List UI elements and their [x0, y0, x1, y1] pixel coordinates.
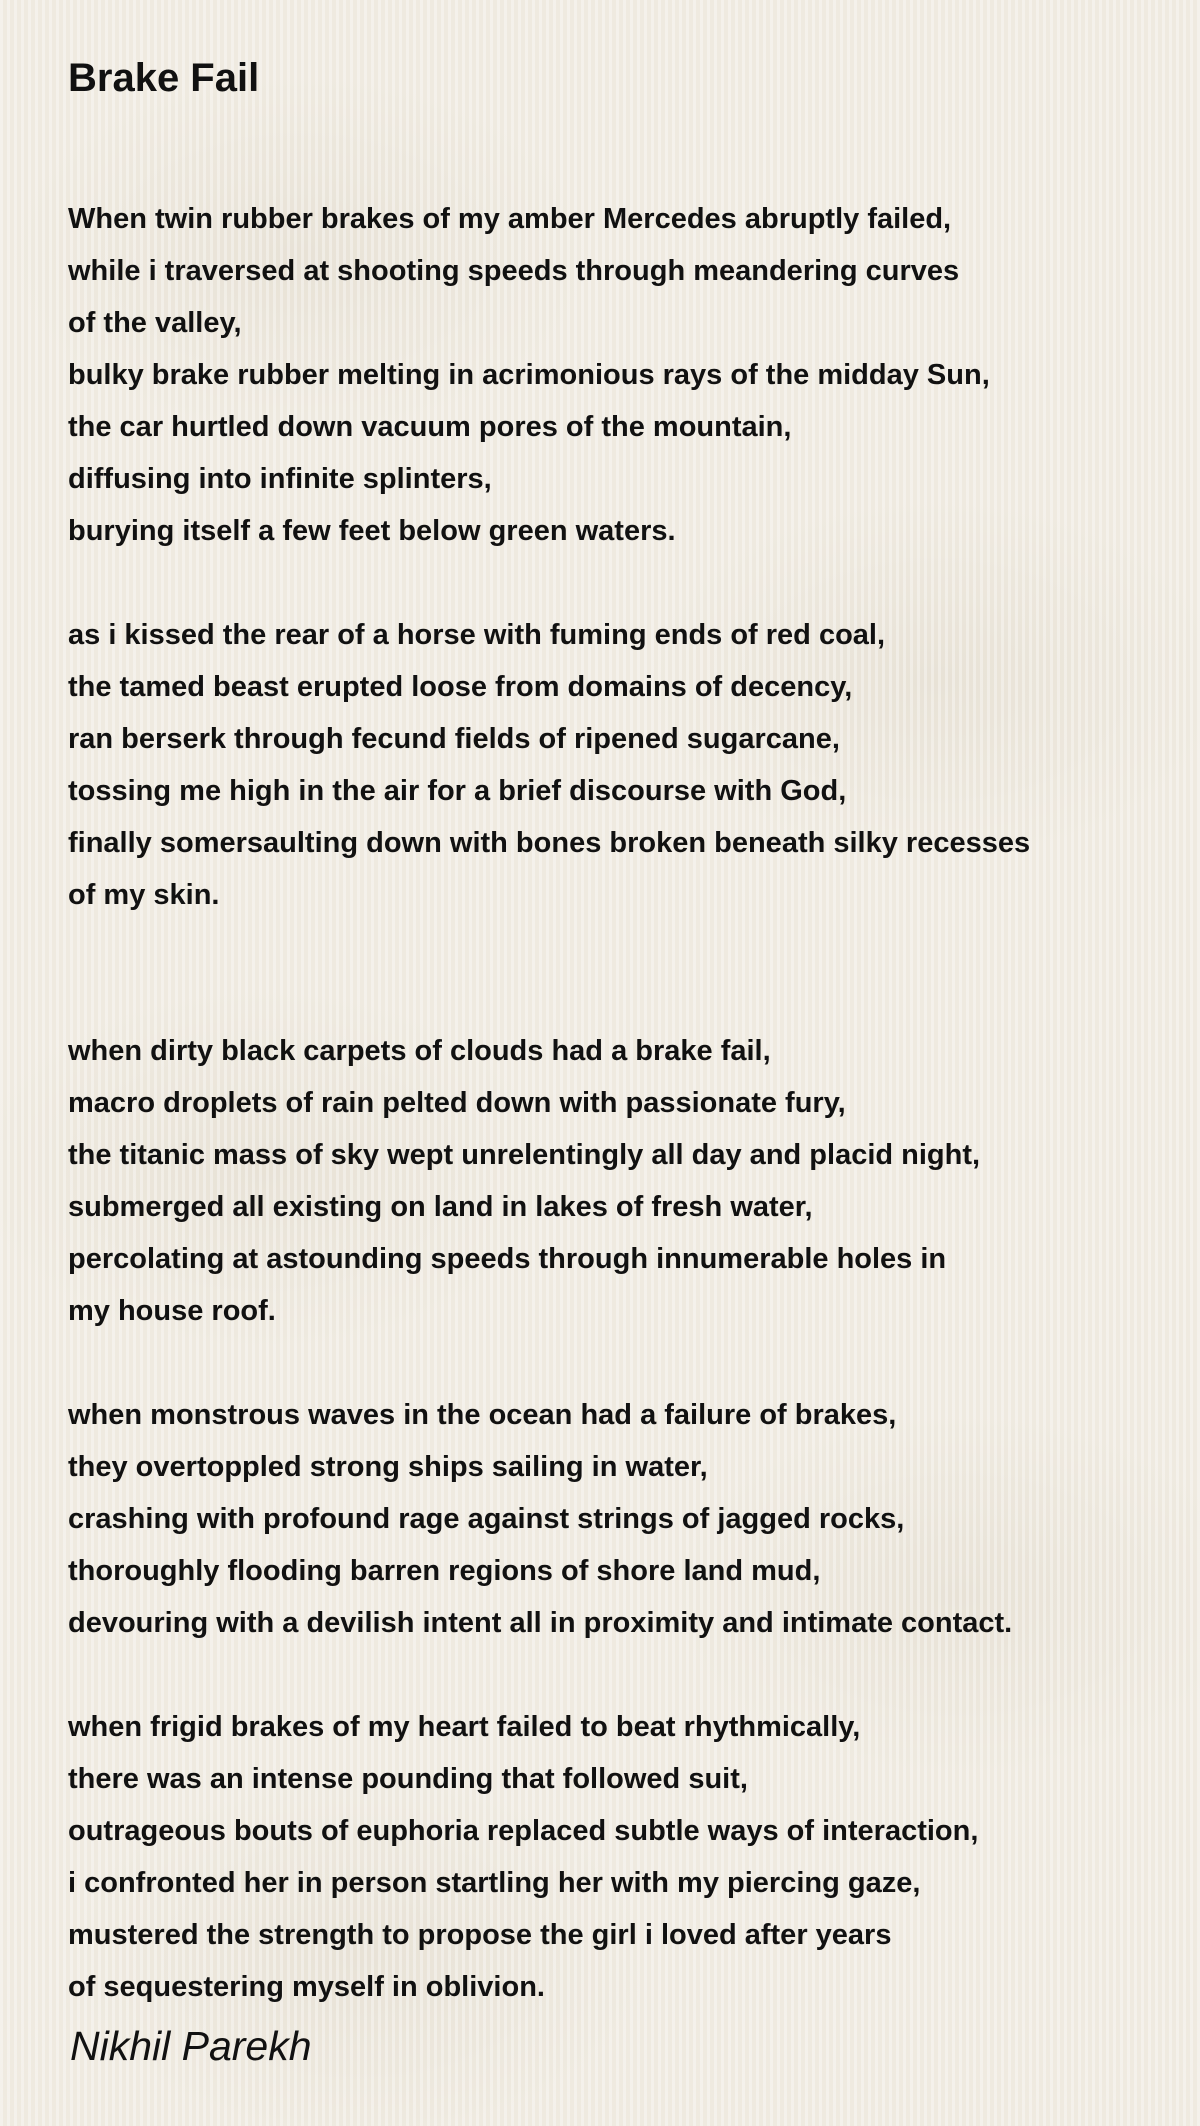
stanza-3: [68, 1025, 1178, 1337]
poem-line: the titanic mass of sky wept unrelentingly all day and placid night,: [68, 1139, 981, 1171]
poem-line: percolating at astounding speeds through innumerable holes in: [68, 1243, 947, 1275]
poem-line: mustered the strength to propose the girl i loved after years: [68, 1919, 892, 1951]
poem-line: diffusing into infinite splinters,: [68, 463, 492, 495]
stanza-2: [68, 609, 1178, 921]
poem-line: bulky brake rubber melting in acrimonious rays of the midday Sun,: [68, 359, 990, 391]
poem-line: macro droplets of rain pelted down with passionate fury,: [68, 1087, 846, 1119]
poem-body: [68, 193, 1178, 2013]
poem-line: while i traversed at shooting speeds through meandering curves: [68, 255, 960, 287]
poem-line: devouring with a devilish intent all in proximity and intimate contact.: [68, 1607, 1013, 1639]
poem-line: tossing me high in the air for a brief discourse with God,: [68, 775, 847, 807]
poem-title: Brake Fail: [68, 56, 260, 100]
poem-author: Nikhil Parekh: [70, 2023, 312, 2069]
poem-line: they overtoppled strong ships sailing in water,: [68, 1451, 708, 1483]
poem-line: ran berserk through fecund fields of ripened sugarcane,: [68, 723, 840, 755]
poem-line: outrageous bouts of euphoria replaced subtle ways of interaction,: [68, 1815, 979, 1847]
stanza-5: [68, 1701, 1178, 2013]
stanza-break: [68, 921, 1178, 1025]
poem-line: thoroughly flooding barren regions of shore land mud,: [68, 1555, 821, 1587]
poem-line: there was an intense pounding that followed suit,: [68, 1763, 748, 1795]
poem-line: burying itself a few feet below green waters.: [68, 515, 676, 547]
poem-line: as i kissed the rear of a horse with fuming ends of red coal,: [68, 619, 886, 651]
stanza-break: [68, 1649, 1178, 1701]
poem-line: i confronted her in person startling her with my piercing gaze,: [68, 1867, 921, 1899]
poem-line: When twin rubber brakes of my amber Mercedes abruptly failed,: [68, 203, 952, 235]
poem-page: [68, 48, 1178, 2013]
poem-line: when frigid brakes of my heart failed to beat rhythmically,: [68, 1711, 861, 1743]
poem-line: finally somersaulting down with bones broken beneath silky recesses: [68, 827, 1031, 859]
stanza-break: [68, 1337, 1178, 1389]
poem-line: of the valley,: [68, 307, 242, 339]
poem-line: my house roof.: [68, 1295, 276, 1327]
stanza-1: [68, 193, 1178, 557]
stanza-4: [68, 1389, 1178, 1649]
poem-line: crashing with profound rage against strings of jagged rocks,: [68, 1503, 905, 1535]
poem-line: of sequestering myself in oblivion.: [68, 1971, 545, 2003]
poem-line: of my skin.: [68, 879, 220, 911]
poem-line: submerged all existing on land in lakes of fresh water,: [68, 1191, 813, 1223]
poem-line: the car hurtled down vacuum pores of the mountain,: [68, 411, 792, 443]
stanza-break: [68, 557, 1178, 609]
poem-line: when dirty black carpets of clouds had a brake fail,: [68, 1035, 771, 1067]
poem-line: when monstrous waves in the ocean had a failure of brakes,: [68, 1399, 897, 1431]
poem-line: the tamed beast erupted loose from domains of decency,: [68, 671, 853, 703]
